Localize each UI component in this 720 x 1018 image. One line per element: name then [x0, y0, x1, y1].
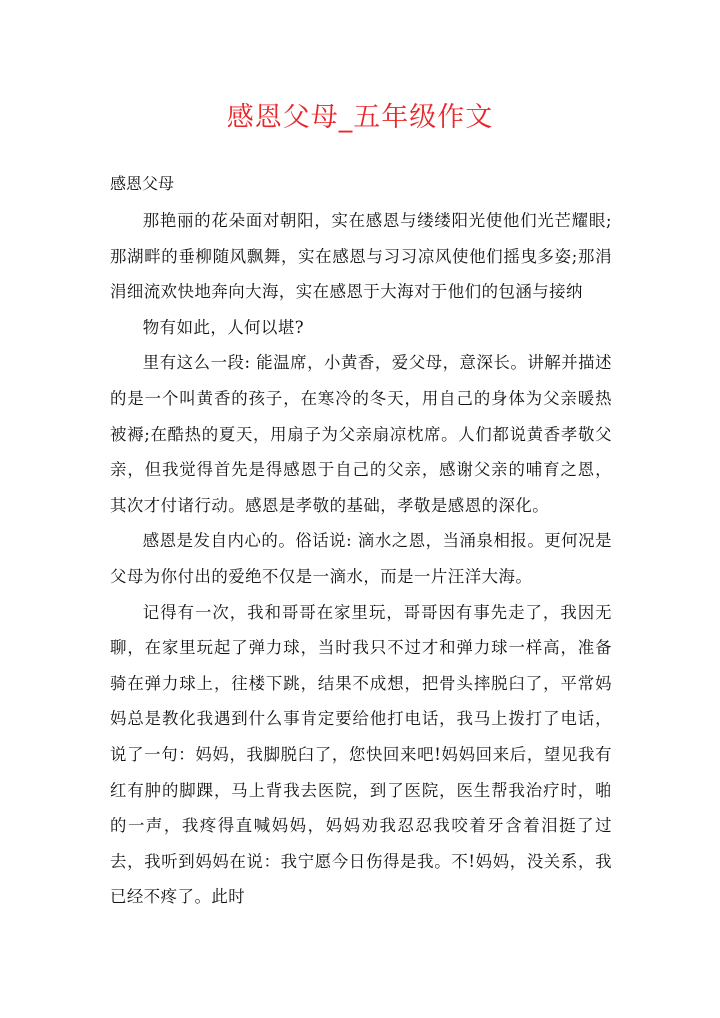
essay-subtitle: 感恩父母: [110, 174, 175, 193]
paragraph: 那艳丽的花朵面对朝阳，实在感恩与缕缕阳光使他们光芒耀眼;那湖畔的垂柳随风飘舞，实在感恩与习习凉风使他们摇曳多姿;那涓涓细流欢快地奔向大海，实在感恩于大海对于他们的包涵与接纳: [110, 211, 612, 302]
essay-body: [110, 203, 612, 915]
paragraph: 记得有一次，我和哥哥在家里玩，哥哥因有事先走了，我因无聊，在家里玩起了弹力球，当时我只不过才和弹力球一样高，准备骑在弹力球上，往楼下跳，结果不成想，把骨头摔脱臼了，平常妈妈总是教化我遇到什么事肯定要给他打电话，我马上拨打了电话，说了一句：妈妈，我脚脱臼了，您快回来吧!妈妈回来后，望见我有红有肿的脚踝，马上背我去医院，到了医院，医生帮我治疗时，啪的一声，我疼得直喊妈妈，妈妈劝我忍忍我咬着牙含着泪挺了过去，我听到妈妈在说：我宁愿今日伤得是我。不!妈妈，没关系，我已经不疼了。此时: [110, 602, 612, 907]
page-title: 感恩父母_五年级作文: [226, 102, 494, 133]
paragraph: 物有如此，人何以堪?: [142, 317, 305, 337]
paragraph: 感恩是发自内心的。俗话说: 滴水之恩，当涌泉相报。更何况是父母为你付出的爱绝不仅是一滴水，而是一片汪洋大海。: [110, 531, 612, 586]
paragraph: 里有这么一段: 能温席，小黄香，爱父母，意深长。讲解并描述的是一个叫黄香的孩子，在寒冷的冬天，用自己的身体为父亲暖热被褥;在酷热的夏天，用扇子为父亲扇凉枕席。人们都说黄香孝敬父亲，但我觉得首先是得感恩于自己的父亲，感谢父亲的哺育之恩，其次才付诸行动。感恩是孝敬的基础，孝敬是感恩的深化。: [110, 353, 612, 515]
